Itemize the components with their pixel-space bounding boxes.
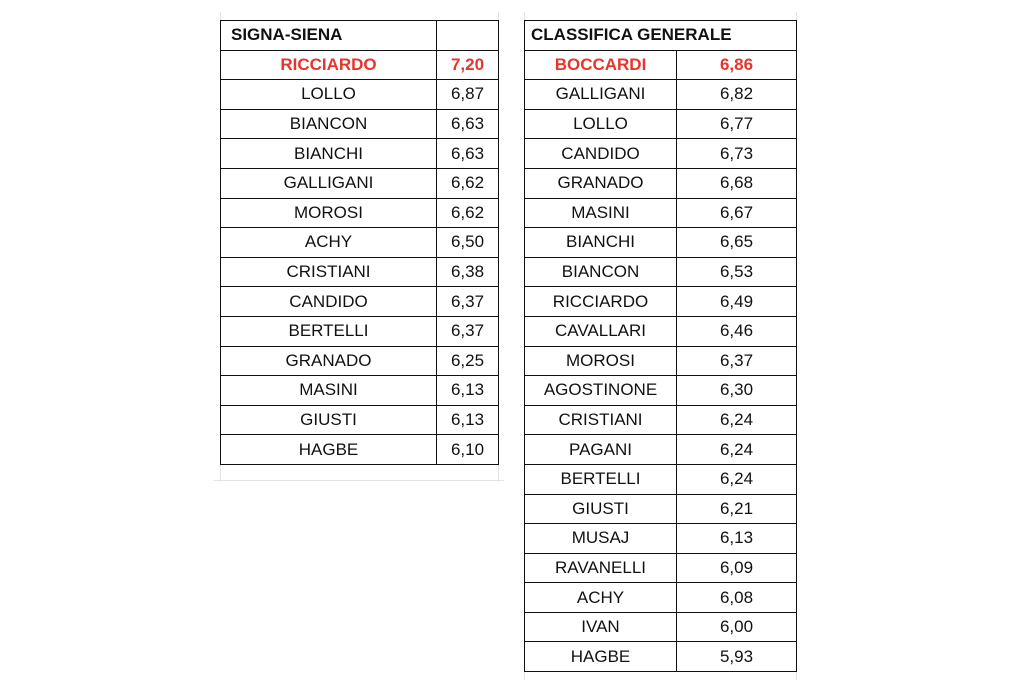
player-score: 6,68 (677, 168, 797, 198)
table-row (525, 198, 797, 228)
player-name: ACHY (221, 228, 437, 258)
player-name: BIANCON (525, 257, 677, 287)
player-score: 6,77 (677, 109, 797, 139)
table-row (221, 168, 499, 198)
table-row (525, 553, 797, 583)
player-name: IVAN (525, 612, 677, 642)
table-row (221, 80, 499, 110)
table-header-row (221, 21, 499, 51)
player-name: GALLIGANI (221, 168, 437, 198)
player-score: 6,25 (437, 346, 499, 376)
player-score: 6,00 (677, 612, 797, 642)
player-name: GIUSTI (221, 405, 437, 435)
player-score: 6,87 (437, 80, 499, 110)
table-row (525, 435, 797, 465)
table-row (221, 228, 499, 258)
table-row (525, 494, 797, 524)
player-score: 6,13 (437, 405, 499, 435)
player-score: 5,93 (677, 642, 797, 672)
player-score: 6,24 (677, 405, 797, 435)
signa-siena-title: SIGNA-SIENA (221, 21, 437, 51)
table-row (525, 346, 797, 376)
table-row (221, 109, 499, 139)
player-name: MOROSI (221, 198, 437, 228)
table-row (221, 376, 499, 406)
player-score: 6,38 (437, 257, 499, 287)
player-score: 6,46 (677, 316, 797, 346)
player-score: 6,37 (677, 346, 797, 376)
sheet-gridline (214, 480, 504, 481)
player-name: CANDIDO (525, 139, 677, 169)
player-name: BERTELLI (221, 316, 437, 346)
player-score: 6,63 (437, 139, 499, 169)
table-row (525, 139, 797, 169)
signa-siena-table (220, 20, 499, 465)
player-name: BOCCARDI (525, 50, 677, 80)
player-score: 6,82 (677, 80, 797, 110)
player-score: 6,62 (437, 168, 499, 198)
player-name: GRANADO (525, 168, 677, 198)
player-name: GALLIGANI (525, 80, 677, 110)
table-row (525, 257, 797, 287)
player-score: 6,63 (437, 109, 499, 139)
player-score: 6,67 (677, 198, 797, 228)
header-empty-cell (437, 21, 499, 51)
player-score: 6,24 (677, 435, 797, 465)
table-row (221, 50, 499, 80)
table-row (525, 583, 797, 613)
player-score: 6,65 (677, 228, 797, 258)
table-row (221, 316, 499, 346)
table-row (221, 139, 499, 169)
player-name: LOLLO (525, 109, 677, 139)
table-row (525, 405, 797, 435)
table-row (525, 316, 797, 346)
player-name: RAVANELLI (525, 553, 677, 583)
player-name: PAGANI (525, 435, 677, 465)
classifica-generale-title: CLASSIFICA GENERALE (525, 21, 797, 51)
player-name: BERTELLI (525, 464, 677, 494)
table-row (221, 257, 499, 287)
player-score: 6,13 (677, 524, 797, 554)
player-score: 6,21 (677, 494, 797, 524)
table-row (525, 80, 797, 110)
player-score: 6,50 (437, 228, 499, 258)
player-score: 6,10 (437, 435, 499, 465)
player-score: 6,08 (677, 583, 797, 613)
table-row (525, 376, 797, 406)
player-name: CRISTIANI (221, 257, 437, 287)
table-row (525, 642, 797, 672)
player-name: BIANCHI (221, 139, 437, 169)
player-score: 6,09 (677, 553, 797, 583)
table-row (221, 405, 499, 435)
player-name: MASINI (221, 376, 437, 406)
table-row (525, 50, 797, 80)
player-score: 7,20 (437, 50, 499, 80)
player-name: CANDIDO (221, 287, 437, 317)
table-row (525, 228, 797, 258)
player-name: GIUSTI (525, 494, 677, 524)
player-name: GRANADO (221, 346, 437, 376)
player-name: BIANCHI (525, 228, 677, 258)
player-score: 6,24 (677, 464, 797, 494)
player-name: CRISTIANI (525, 405, 677, 435)
table-row (221, 435, 499, 465)
player-score: 6,62 (437, 198, 499, 228)
player-score: 6,73 (677, 139, 797, 169)
player-name: RICCIARDO (525, 287, 677, 317)
player-name: HAGBE (525, 642, 677, 672)
player-score: 6,53 (677, 257, 797, 287)
table-row (525, 168, 797, 198)
player-name: AGOSTINONE (525, 376, 677, 406)
table-row (525, 464, 797, 494)
player-name: RICCIARDO (221, 50, 437, 80)
player-name: LOLLO (221, 80, 437, 110)
player-name: HAGBE (221, 435, 437, 465)
classifica-generale-table (524, 20, 797, 672)
table-row (525, 524, 797, 554)
player-score: 6,30 (677, 376, 797, 406)
player-name: ACHY (525, 583, 677, 613)
player-name: CAVALLARI (525, 316, 677, 346)
player-score: 6,37 (437, 316, 499, 346)
player-score: 6,13 (437, 376, 499, 406)
player-score: 6,49 (677, 287, 797, 317)
table-row (525, 612, 797, 642)
table-row (221, 287, 499, 317)
table-row (525, 287, 797, 317)
player-name: MASINI (525, 198, 677, 228)
player-score: 6,86 (677, 50, 797, 80)
table-row (525, 109, 797, 139)
table-header-row (525, 21, 797, 51)
player-name: BIANCON (221, 109, 437, 139)
table-row (221, 346, 499, 376)
table-row (221, 198, 499, 228)
player-score: 6,37 (437, 287, 499, 317)
player-name: MOROSI (525, 346, 677, 376)
player-name: MUSAJ (525, 524, 677, 554)
